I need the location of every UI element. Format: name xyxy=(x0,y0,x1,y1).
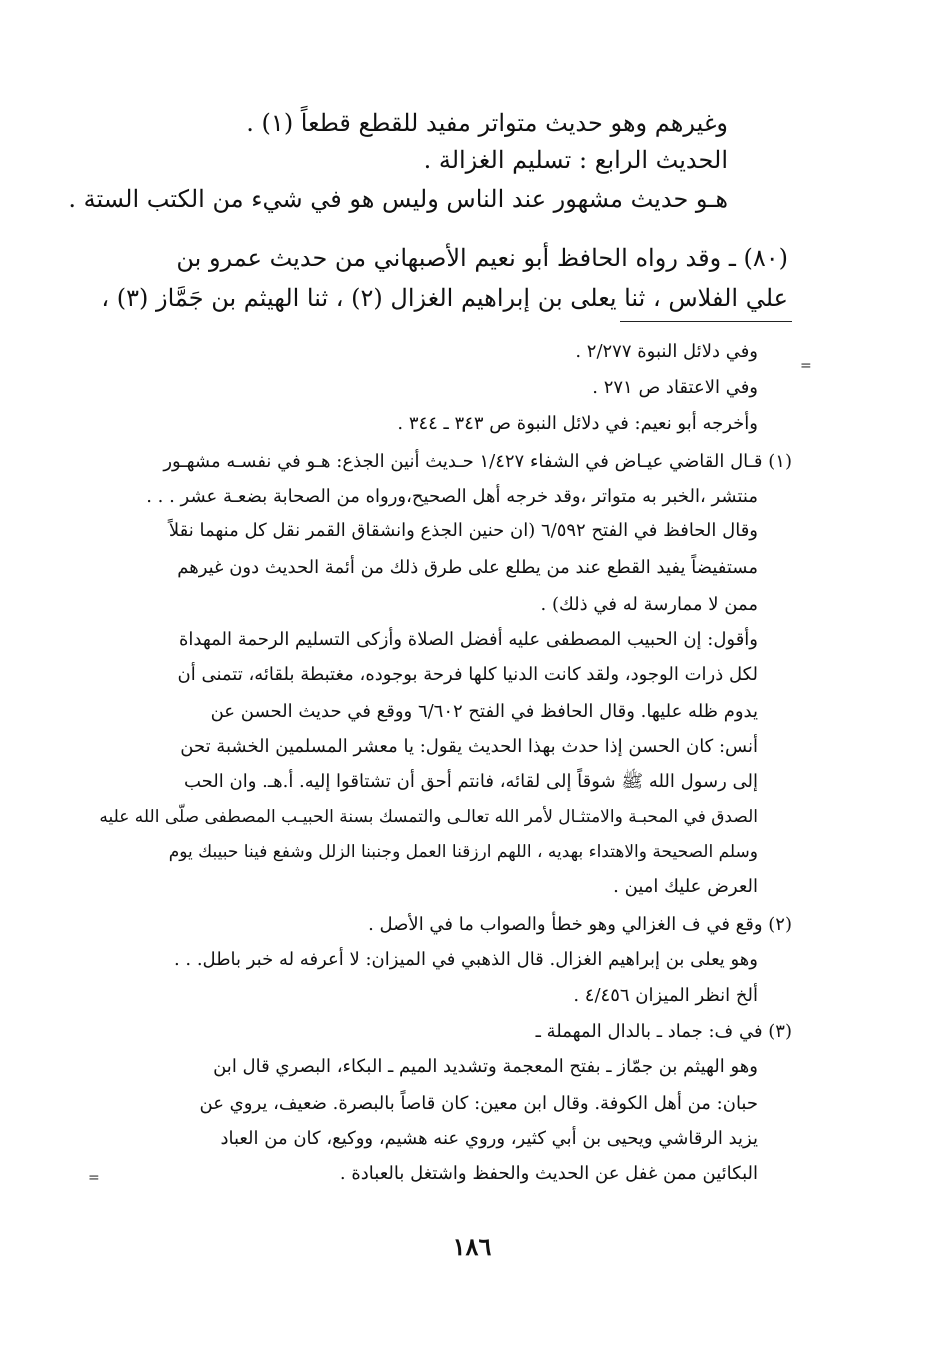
footnote-1-line: لكل ذرات الوجود، ولقد كانت الدنيا كلها فرحة بوجوده، مغتبطة بلقائه، تتمنى أن xyxy=(177,664,758,685)
footnote-1-line: منتشر ،الخبر به متواتر ،وقد خرجه أهل الصحيح،ورواه من الصحابة بضعـة عشر . . . xyxy=(146,486,758,507)
footnote-1-line: وأقول: إن الحبيب المصطفى عليه أفضل الصلاة وأزكى التسليم الرحمة المهداة xyxy=(178,629,758,650)
page-number: ١٨٦ xyxy=(452,1232,492,1261)
footnote-1-line: يدوم ظله عليها. وقال الحافظ في الفتح ٦/٦٠٢ ووقع في حديث الحسن عن xyxy=(210,701,758,722)
footnote-1-line: مستفيضاً يفيد القطع عند من يطلع على طرق ذلك من أئمة الحديث دون غيرهم xyxy=(177,557,758,578)
footnote-3-line: وهو الهيثم بن جمّاز ـ بفتح المعجمة وتشديد الميم ـ البكاء، البصري قال ابن xyxy=(213,1056,758,1077)
footnote-1-line: وسلم الصحيحة والاهتداء بهديه ، اللهم ارزقنا العمل وجنبنا الزلل وشفع فينا حبيبك يوم xyxy=(168,842,758,862)
main-text-line: (٨٠) ـ وقد رواه الحافظ أبو نعيم الأصبهاني من حديث عمرو بن xyxy=(176,244,788,272)
footnote-1-line: الصدق في المحبـة والامتثـال لأمر الله تعالـى والتمسك بسنة الحبيـب المصطفى صلّى الله عليه xyxy=(99,807,758,827)
main-text-line: وغيرهم وهو حديث متواتر مفيد للقطع قطعاً (١) . xyxy=(246,109,728,137)
footnote-3-line: (٣) في ف: جماد ـ بالدال المهملة ـ xyxy=(535,1021,792,1042)
footnote-1-line: وقال الحافظ في الفتح ٦/٥٩٢ (ان حنين الجذع وانشقاق القمر نقل كل منهما نقلاً xyxy=(168,520,758,541)
footnote-2-line: ألخ انظر الميزان ٤/٤٥٦ . xyxy=(573,985,758,1006)
footnote-line: وفي الاعتقاد ص ٢٧١ . xyxy=(592,377,758,398)
footnote-1-line: ممن لا ممارسة له في ذلك) . xyxy=(540,594,758,615)
footnote-line: وأخرجه أبو نعيم: في دلائل النبوة ص ٣٤٣ ـ ٣٤٤ . xyxy=(397,413,758,434)
main-text-line: الحديث الرابع : تسليم الغزالة . xyxy=(423,146,728,174)
footnote-2-line: وهو يعلى بن إبراهيم الغزال. قال الذهبي في الميزان: لا أعرفه له خبر باطل. . . xyxy=(173,949,758,970)
margin-mark: = xyxy=(88,1170,100,1186)
footnote-3-line: حبان: من أهل الكوفة. وقال ابن معين: كان قاصاً بالبصرة. ضعيف، يروي عن xyxy=(199,1093,758,1114)
main-text-line: علي الفلاس ، ثنا يعلى بن إبراهيم الغزال (٢) ، ثنا الهيثم بن جَمَّاز (٣) ، xyxy=(101,284,788,312)
footnote-3-line: يزيد الرقاشي ويحيى بن أبي كثير، وروي عنه هشيم، ووكيع، كان من العباد xyxy=(220,1128,758,1149)
footnote-1-line: العرض عليك امين . xyxy=(613,876,758,897)
main-text-line: هـو حديث مشهور عند الناس وليس هو في شيء من الكتب الستة . xyxy=(68,185,728,213)
footnote-3-line: البكائين ممن غفل عن الحديث والحفظ واشتغل بالعبادة . xyxy=(339,1163,758,1184)
footnote-line: وفي دلائل النبوة ٢/٢٧٧ . xyxy=(575,341,758,362)
footnote-2-line: (٢) وقع في ف الغزالي وهو خطأ والصواب ما في الأصل . xyxy=(368,914,792,935)
footnote-separator xyxy=(620,321,792,322)
footnote-1-line: إلى رسول الله ﷺ شوقاً إلى لقائه، فانتم أحق أن تشتاقوا إليه. أ.هـ. وان الحب xyxy=(183,771,758,792)
margin-mark: = xyxy=(800,358,812,374)
footnote-1-line: أنس: كان الحسن إذا حدث بهذا الحديث يقول: يا معشر المسلمين الخشبة تحن xyxy=(180,736,758,757)
footnote-1-line: (١) قـال القاضي عيـاض في الشفاء ١/٤٢٧ حـديث أنين الجذع: هـو في نفسـه مشهـور xyxy=(163,451,792,472)
